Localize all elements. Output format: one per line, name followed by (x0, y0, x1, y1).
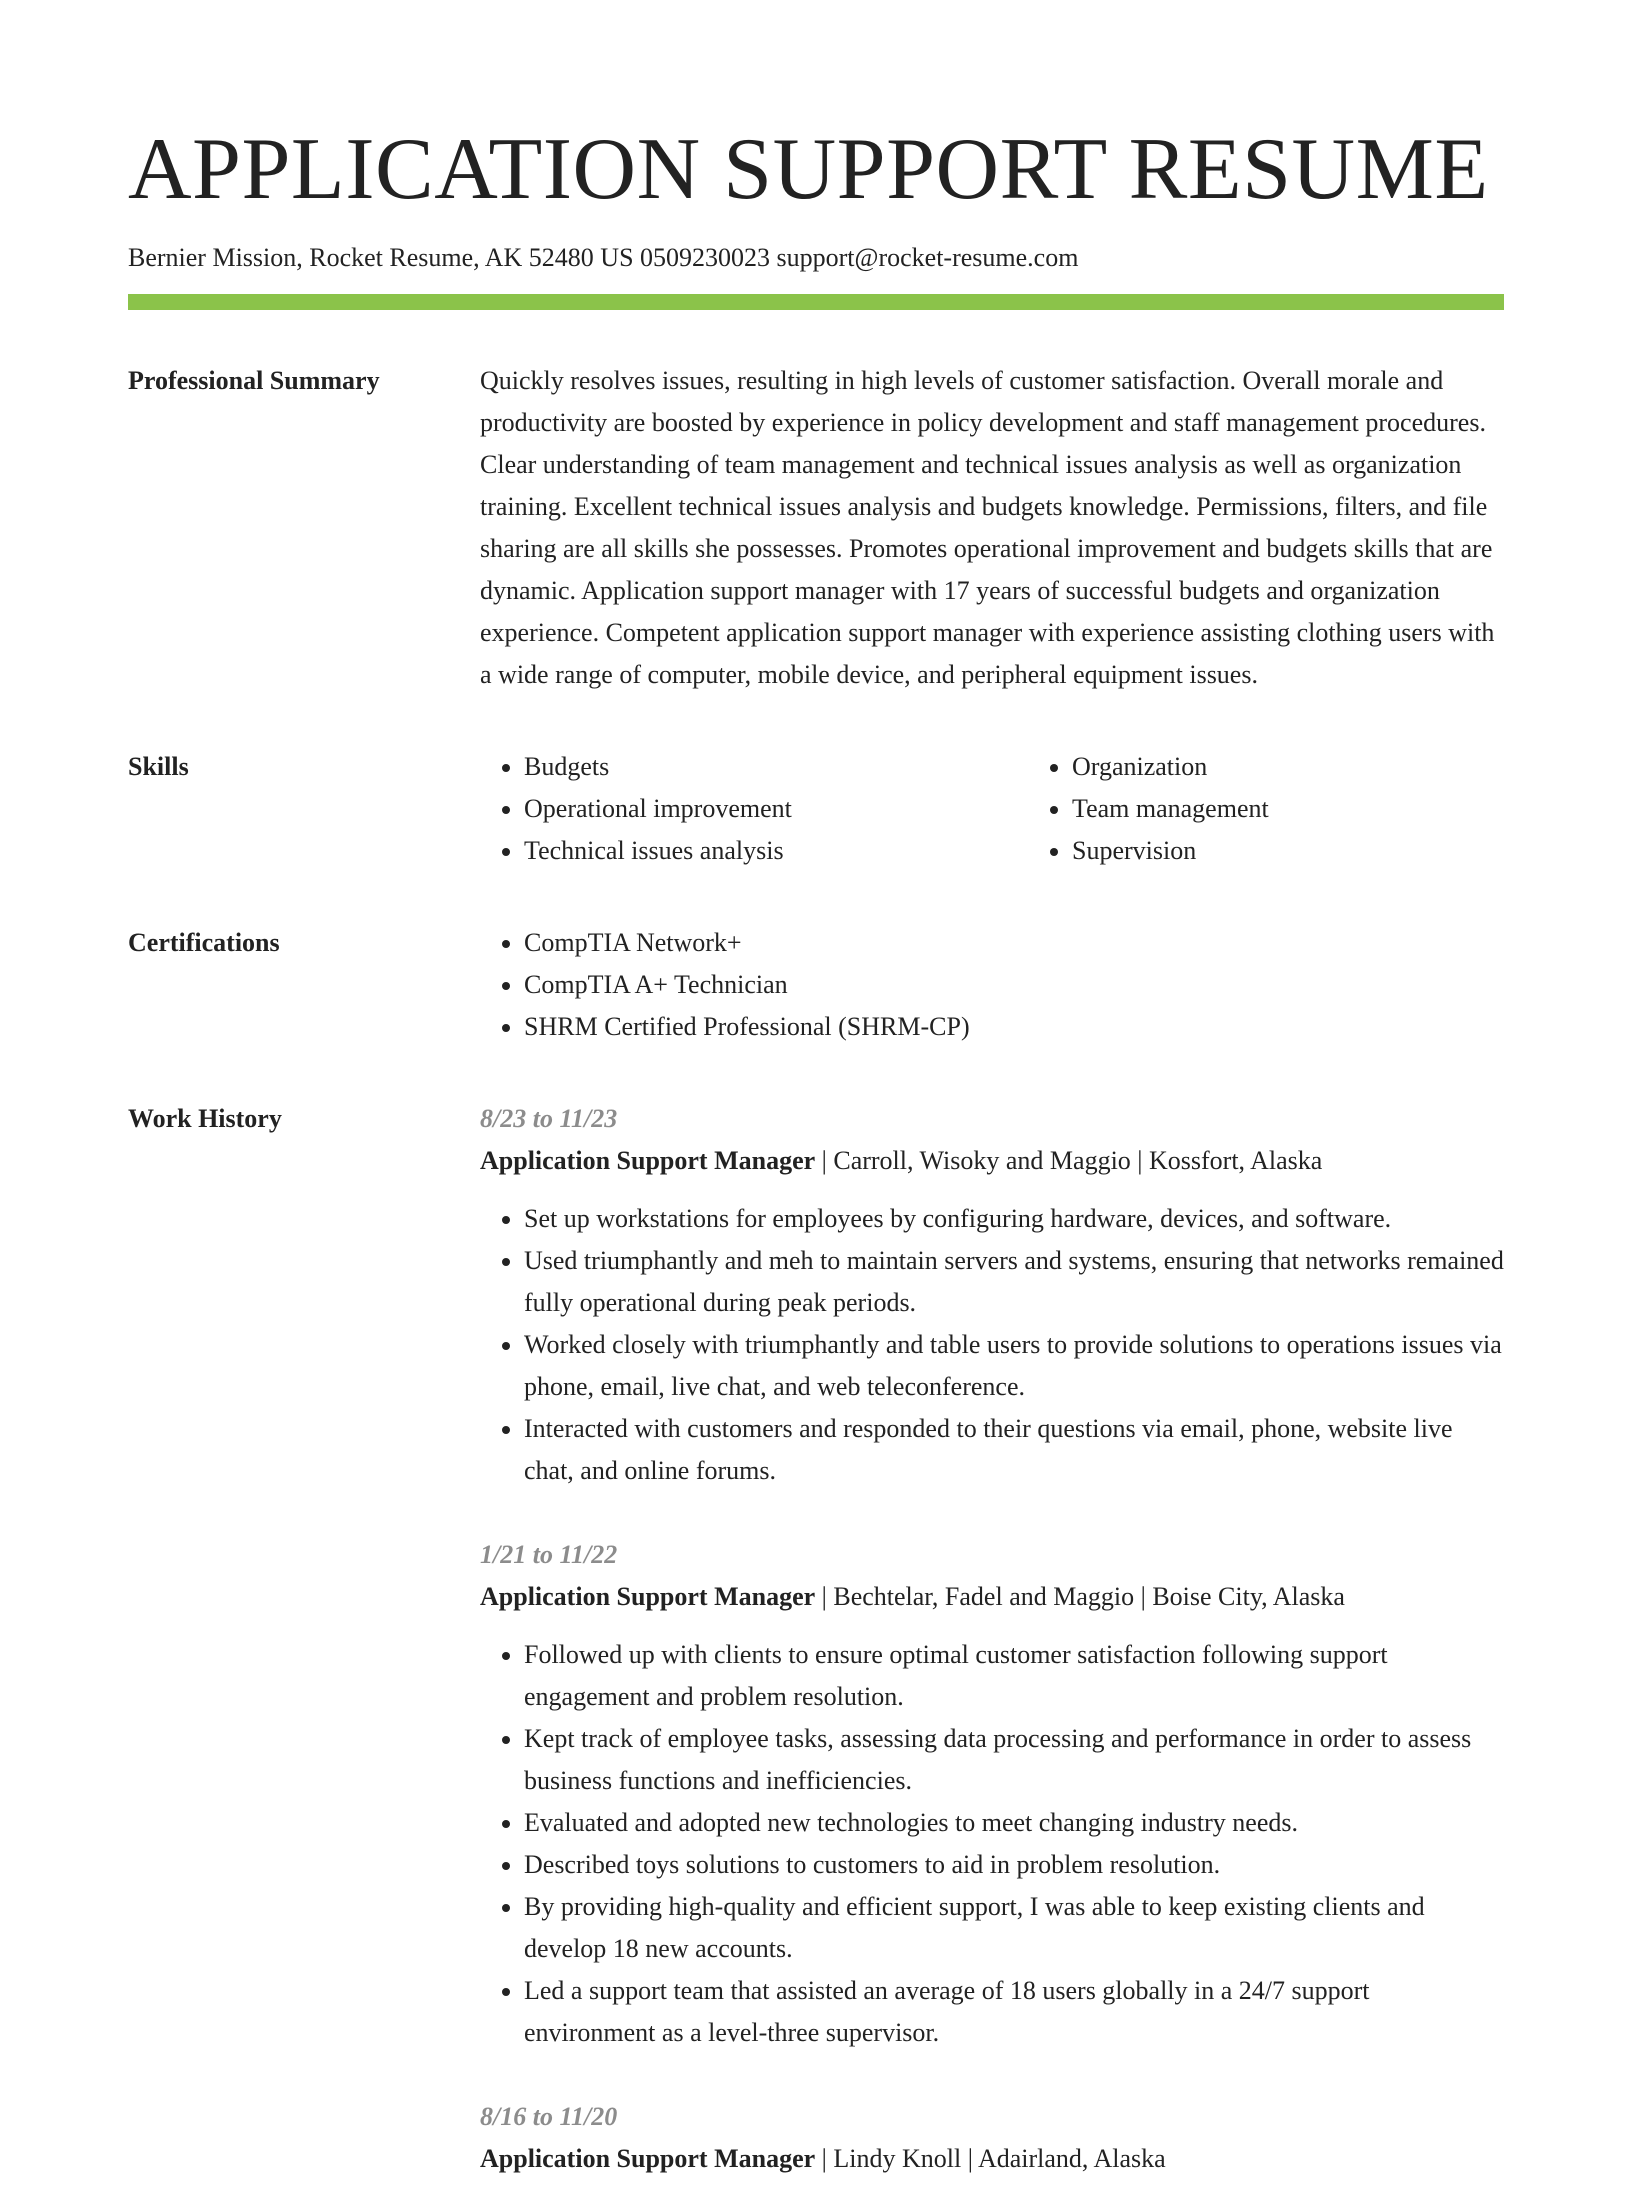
job-bullet: • Described toys solutions to customers to aid in problem resolution. (524, 1844, 1504, 1886)
job-bullet: • Worked closely with triumphantly and table users to provide solutions to operations issues via phone, email, live chat, and web teleconference. (524, 1324, 1504, 1408)
skills-list-right (1028, 746, 1269, 872)
skill-item: • Budgets (524, 746, 1028, 788)
job-dates: 1/21 to 11/22 (480, 1540, 618, 1569)
resume-page (128, 116, 1504, 2196)
certifications-list (480, 922, 1504, 1048)
certifications-label: Certifications (128, 928, 280, 957)
skills-section (128, 746, 1504, 872)
certification-item: • CompTIA A+ Technician (524, 964, 1504, 1006)
skills-grid (480, 746, 1504, 872)
skills-label: Skills (128, 752, 189, 781)
contact-line: Bernier Mission, Rocket Resume, AK 52480 US 0509230023 support@rocket-resume.com (128, 243, 1079, 272)
certification-item: • CompTIA Network+ (524, 922, 1504, 964)
certification-item: • SHRM Certified Professional (SHRM-CP) (524, 1006, 1504, 1048)
skill-item: • Team management (1072, 788, 1269, 830)
summary-section (128, 360, 1504, 696)
header-divider (128, 294, 1504, 310)
summary-label: Professional Summary (128, 366, 380, 395)
job-bullet: • Followed up with clients to ensure optimal customer satisfaction following support engagement and problem resolution. (524, 1634, 1504, 1718)
job-dates: 8/16 to 11/20 (480, 2102, 618, 2131)
skill-item: • Operational improvement (524, 788, 1028, 830)
job-title: Application Support Manager (480, 1582, 816, 1611)
job-bullets (480, 1634, 1504, 2054)
job-bullet: • Set up workstations for employees by configuring hardware, devices, and software. (524, 1198, 1504, 1240)
job-bullet: • Interacted with customers and responded to their questions via email, phone, website live chat, and online forums. (524, 1408, 1504, 1492)
job-dates: 8/23 to 11/23 (480, 1104, 618, 1133)
job-bullet: • Led a support team that assisted an average of 18 users globally in a 24/7 support environment as a level-three supervisor. (524, 1970, 1504, 2054)
resume-title: APPLICATION SUPPORT RESUME (128, 121, 1489, 218)
skill-item: • Organization (1072, 746, 1269, 788)
job-title-line (480, 1140, 1504, 1182)
job-bullets (480, 1198, 1504, 1492)
work-history-label: Work History (128, 1104, 282, 1133)
job-entry (480, 2096, 1504, 2180)
job-company: | Bechtelar, Fadel and Maggio | Boise City, Alaska (815, 1582, 1345, 1611)
job-entry (480, 1534, 1504, 2054)
summary-text: Quickly resolves issues, resulting in high levels of customer satisfaction. Overall morale and productivity are boosted by experience in policy development and staff management procedures. Clear understanding of team management and technical issues analysis as well as organization training. Excellent technical issues analysis and budgets knowledge. Permissions, filters, and file sharing are all skills she possesses. Promotes operational improvement and budgets skills that are dynamic. Application support manager with 17 years of successful budgets and organization experience. Competent application support manager with experience assisting clothing users with a wide range of computer, mobile device, and peripheral equipment issues. (480, 366, 1495, 689)
job-bullet: • By providing high-quality and efficient support, I was able to keep existing clients and develop 18 new accounts. (524, 1886, 1504, 1970)
job-bullet: • Used triumphantly and meh to maintain servers and systems, ensuring that networks remained fully operational during peak periods. (524, 1240, 1504, 1324)
skill-item: • Technical issues analysis (524, 830, 1028, 872)
skill-item: • Supervision (1072, 830, 1269, 872)
job-company: | Carroll, Wisoky and Maggio | Kossfort, Alaska (815, 1146, 1323, 1175)
skills-list-left (480, 746, 1028, 872)
work-history-section (128, 1098, 1504, 2196)
job-title-line (480, 1576, 1504, 1618)
job-entry (480, 1098, 1504, 1492)
job-company: | Lindy Knoll | Adairland, Alaska (815, 2144, 1166, 2173)
job-bullet: • Kept track of employee tasks, assessing data processing and performance in order to assess business functions and inefficiencies. (524, 1718, 1504, 1802)
job-bullet: • Evaluated and adopted new technologies to meet changing industry needs. (524, 1802, 1504, 1844)
certifications-section (128, 922, 1504, 1048)
job-title: Application Support Manager (480, 1146, 816, 1175)
job-title-line (480, 2138, 1504, 2180)
job-title: Application Support Manager (480, 2144, 816, 2173)
